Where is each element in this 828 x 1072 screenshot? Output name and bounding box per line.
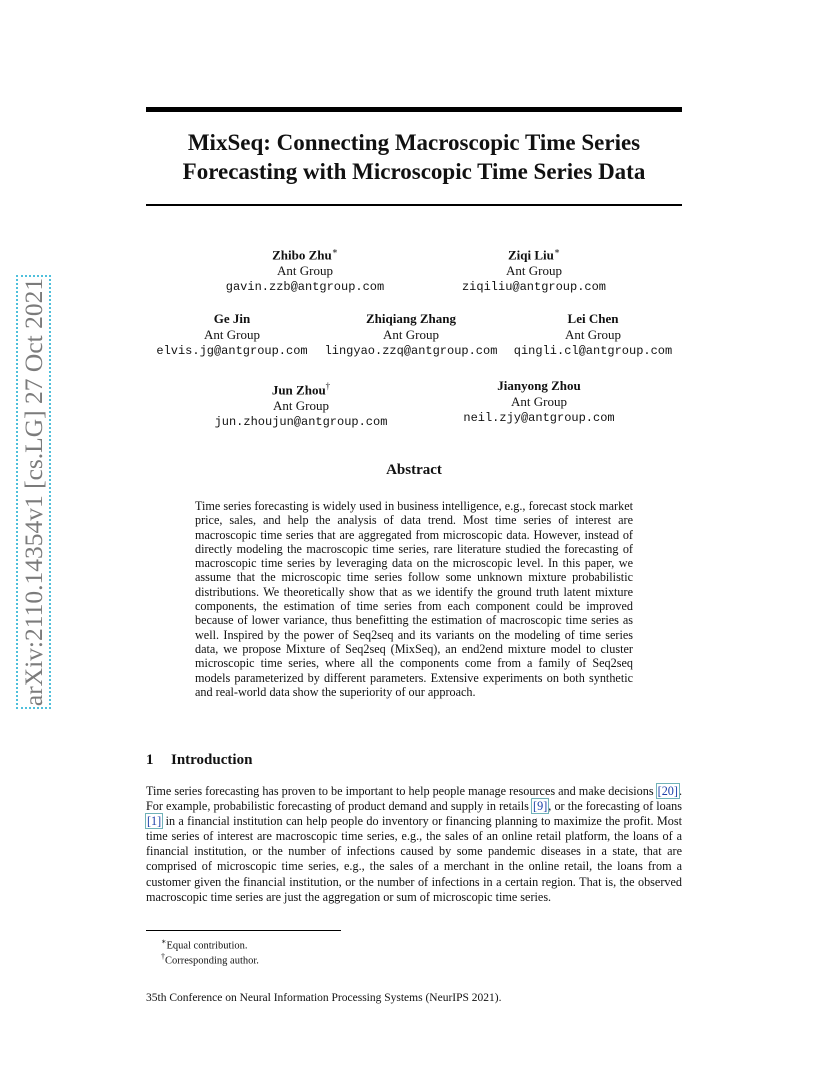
author-email[interactable]: elvis.jg@antgroup.com [156,344,308,358]
author-block [324,311,498,359]
author-affiliation: Ant Group [273,398,329,414]
abstract-text: Time series forecasting is widely used in business intelligence, e.g., forecast stock market price, sales, and help the analysis of data trend. Most time series of interest are macroscopic time series that are aggregated from microscopic data. However, instead of directly modeling the macroscopic time series, rare literature studied the forecasting of macroscopic time series by leveraging data on the microscopic level. In this paper, we assume that the microscopic time series follow some unknown mixture probabilistic distributions. We theoretically show that as we identify the ground truth latent mixture components, the estimation of time series from each component could be improved because of lower variance, thus benefitting the estimation of macroscopic time series as well. Inspired by the power of Seq2seq and its variants on the modeling of time series data, we propose Mixture of Seq2seq (MixSeq), an end2end mixture model to cluster microscopic time series, where all the components come from a family of Seq2seq models parameterized by different parameters. Extensive experiments on both synthetic and real-world data show the superiority of our approach. [195,499,633,699]
corresponding-author-mark: † [325,381,331,391]
footnote-mark: † [161,952,165,961]
intro-text: , or the forecasting of loans [548,799,683,814]
introduction-paragraph [146,784,682,905]
author-email[interactable]: qingli.cl@antgroup.com [513,344,673,358]
author-block [156,311,308,359]
author-affiliation: Ant Group [511,394,567,409]
author-name: Zhiqiang Zhang [366,311,456,326]
arxiv-id[interactable]: arXiv:2110.14354v1 [cs.LG] 27 Oct 2021 [19,277,48,707]
author-name: Ge Jin [213,311,251,326]
author-affiliation: Ant Group [204,327,260,342]
arxiv-watermark[interactable] [19,252,49,732]
paper-title [146,128,682,186]
author-email[interactable]: ziqiliu@antgroup.com [461,280,607,295]
title-line-2: Forecasting with Microscopic Time Series Data [182,159,646,184]
author-affiliation: Ant Group [383,327,439,342]
title-rule-bottom [146,204,682,206]
section-heading [146,751,252,769]
author-name: Ziqi Liu [507,247,554,263]
intro-text: in a financial institution can help people do inventory or financing planning to maximize the profit. Most time series of interest are macroscopic time series, e.g., the sales of an online retail platform, the loans of a financial institution, or the number of infections caused by some pandemic diseases in a state, that are comprised of microscopic time series, e.g., the sales of a merchant in the online retail, the loans from a customer given the financial institution, or the number of infections in a certain region. That is, the observed macroscopic time series are just the aggregation or sum of microscopic time series. [146,814,682,904]
section-number: 1 [146,752,154,768]
equal-contribution-mark: ∗ [553,246,560,256]
author-block [221,243,389,295]
author-block [461,378,617,426]
author-email[interactable]: jun.zhoujun@antgroup.com [214,415,388,430]
author-affiliation: Ant Group [506,263,562,279]
citation-link[interactable]: [9] [533,799,548,814]
footnote-text: Equal contribution. [166,940,248,952]
author-name: Jun Zhou [271,382,326,398]
title-rule-top [146,107,682,112]
author-block [459,243,609,295]
author-name: Jianyong Zhou [497,378,581,393]
author-affiliation: Ant Group [277,263,333,279]
author-block [512,311,674,359]
author-email[interactable]: neil.zjy@antgroup.com [463,411,615,425]
author-affiliation: Ant Group [565,327,621,342]
author-email[interactable]: gavin.zzb@antgroup.com [225,280,385,295]
author-email[interactable]: lingyao.zzq@antgroup.com [324,344,498,358]
conference-note: 35th Conference on Neural Information Processing Systems (NeurIPS 2021). [146,992,502,1004]
author-name: Zhibo Zhu [272,247,332,263]
footnote [161,950,259,968]
author-block [213,378,389,430]
citation-link[interactable]: [20] [657,784,678,798]
section-title: Introduction [171,752,253,768]
title-line-1: MixSeq: Connecting Macroscopic Time Series [187,130,641,155]
author-name: Lei Chen [567,311,619,326]
footnote-mark: ∗ [161,937,167,946]
footnote-text: Corresponding author. [165,955,259,967]
intro-text: . For example, probabilistic forecasting of product demand and supply in retails [146,784,682,814]
citation-link[interactable]: [1] [147,814,162,829]
footnote-rule [146,930,341,931]
abstract-heading: Abstract [386,462,442,478]
intro-text: Time series forecasting has proven to be important to help people manage resources and make decisions [146,784,657,798]
equal-contribution-mark: ∗ [331,246,338,256]
